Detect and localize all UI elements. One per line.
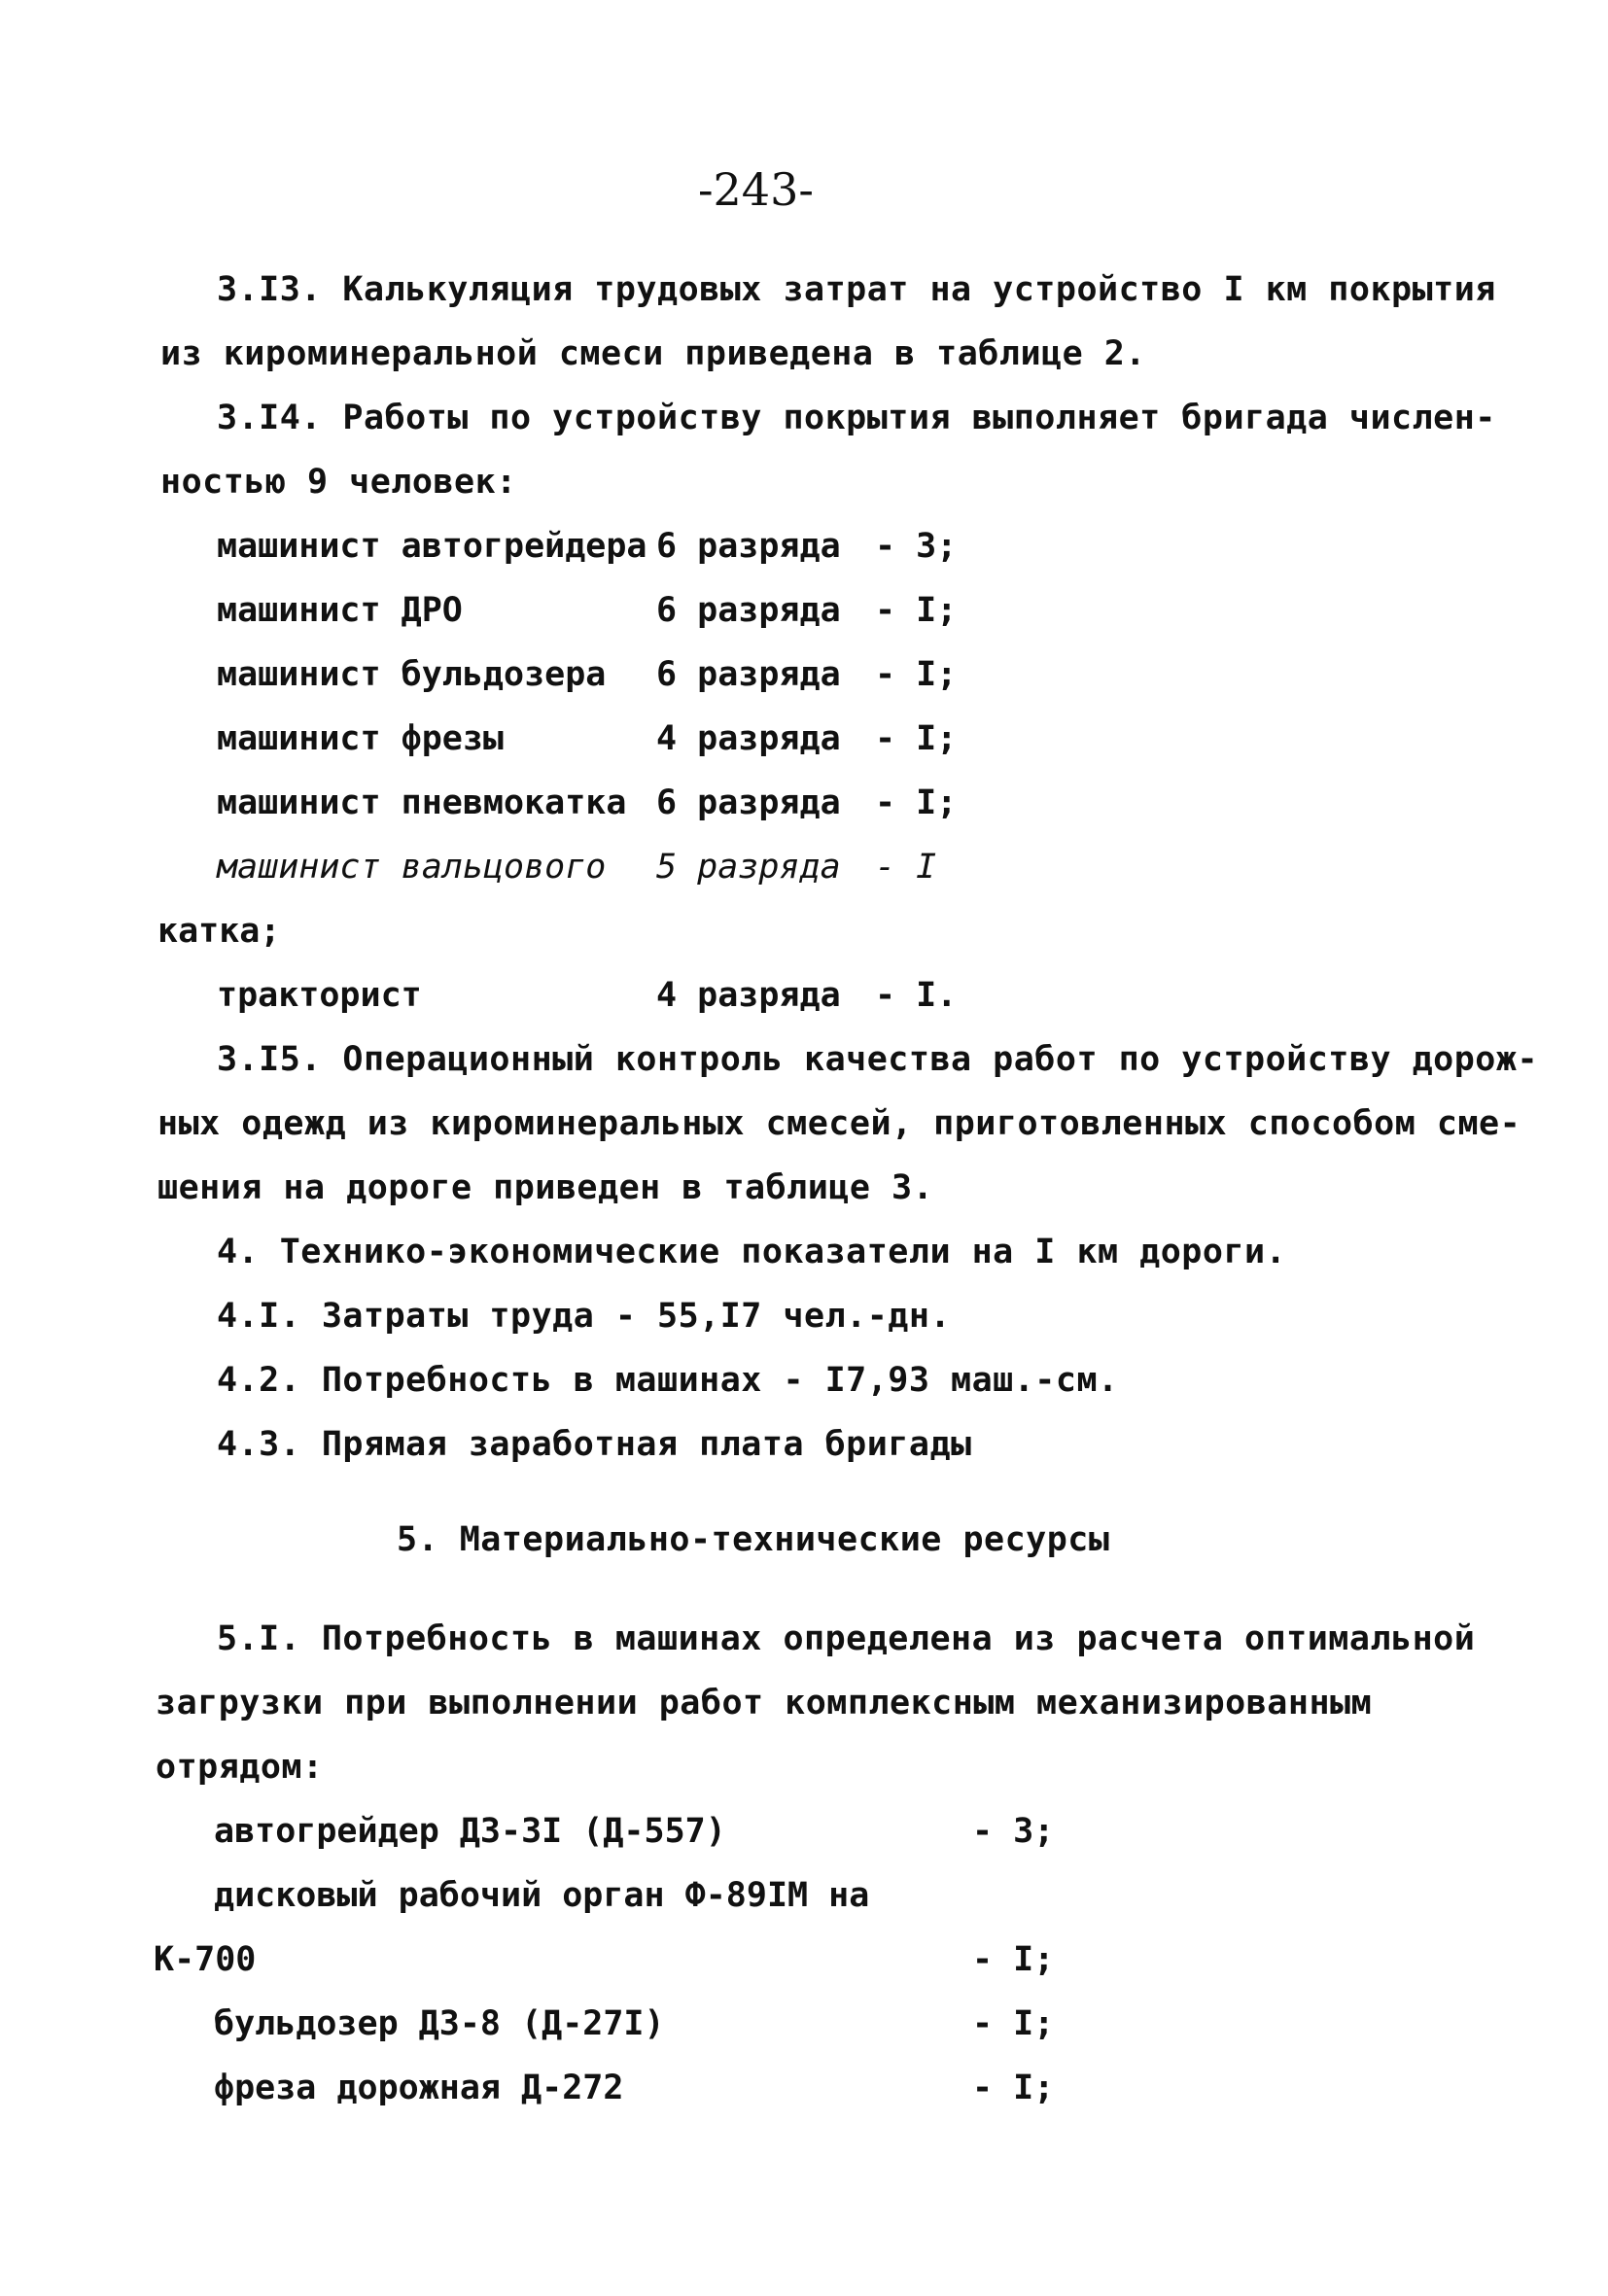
crew-role: тракторист — [217, 976, 422, 1015]
section-4-title: 4. Технико-экономические показатели на I км дороги. — [217, 1233, 1287, 1271]
crew-role: машинист ДРО — [217, 591, 463, 630]
para-3-13-line-2: из кироминеральной смеси приведена в таблице 2. — [160, 334, 1146, 373]
para-3-13-line-1: 3.I3. Калькуляция трудовых затрат на устройство I км покрытия — [217, 270, 1496, 309]
crew-grade: 4 разряда — [656, 719, 841, 758]
crew-count: - I. — [875, 976, 958, 1015]
machine-count: - I; — [972, 2069, 1055, 2107]
crew-grade: 6 разряда — [656, 591, 841, 630]
crew-grade: 4 разряда — [656, 976, 841, 1015]
crew-grade: 6 разряда — [656, 655, 841, 694]
crew-role: машинист автогрейдера — [217, 527, 647, 566]
crew-count: - I — [875, 848, 937, 887]
page-number: -243- — [698, 163, 814, 216]
section-5-title: 5. Материально-технические ресурсы — [397, 1520, 1110, 1559]
section-4-item-3: 4.3. Прямая заработная плата бригады — [217, 1425, 972, 1464]
crew-count: - I; — [875, 655, 958, 694]
machine-name: дисковый рабочий орган Ф-89IМ на — [214, 1876, 870, 1915]
machine-count: - I; — [972, 1940, 1055, 1979]
machine-name: автогрейдер ДЗ-3I (Д-557) — [214, 1812, 726, 1851]
machine-name: бульдозер ДЗ-8 (Д-27I) — [214, 2004, 665, 2043]
para-3-14-line-1: 3.I4. Работы по устройству покрытия выполняет бригада числен- — [217, 399, 1496, 437]
machine-name: К-700 — [154, 1940, 257, 1979]
crew-role: машинист бульдозера — [217, 655, 607, 694]
para-3-14-line-2: ностью 9 человек: — [160, 463, 517, 502]
crew-role: машинист вальцового — [217, 848, 607, 887]
machine-name: фреза дорожная Д-272 — [214, 2069, 624, 2107]
para-3-15-line-3: шения на дороге приведен в таблице 3. — [157, 1168, 934, 1207]
crew-grade: 6 разряда — [656, 527, 841, 566]
para-5-1-line-2: загрузки при выполнении работ комплексным механизированным — [156, 1684, 1373, 1722]
crew-count: - I; — [875, 719, 958, 758]
crew-count: - I; — [875, 591, 958, 630]
crew-count: - 3; — [875, 527, 958, 566]
crew-role: машинист фрезы — [217, 719, 505, 758]
crew-grade: 5 разряда — [656, 848, 841, 887]
section-4-item-1: 4.I. Затраты труда - 55,I7 чел.-дн. — [217, 1297, 952, 1336]
para-3-15-line-1: 3.I5. Операционный контроль качества работ по устройству дорож- — [217, 1040, 1539, 1079]
crew-wrap: катка; — [157, 912, 281, 951]
crew-grade: 6 разряда — [656, 783, 841, 822]
section-4-item-2: 4.2. Потребность в машинах - I7,93 маш.-см. — [217, 1361, 1119, 1400]
para-5-1-line-1: 5.I. Потребность в машинах определена из расчета оптимальной — [217, 1619, 1476, 1658]
machine-count: - I; — [972, 2004, 1055, 2043]
machine-count: - 3; — [972, 1812, 1055, 1851]
para-3-15-line-2: ных одежд из кироминеральных смесей, приготовленных способом сме- — [157, 1104, 1521, 1143]
crew-count: - I; — [875, 783, 958, 822]
crew-role: машинист пневмокатка — [217, 783, 627, 822]
para-5-1-line-3: отрядом: — [156, 1748, 324, 1787]
